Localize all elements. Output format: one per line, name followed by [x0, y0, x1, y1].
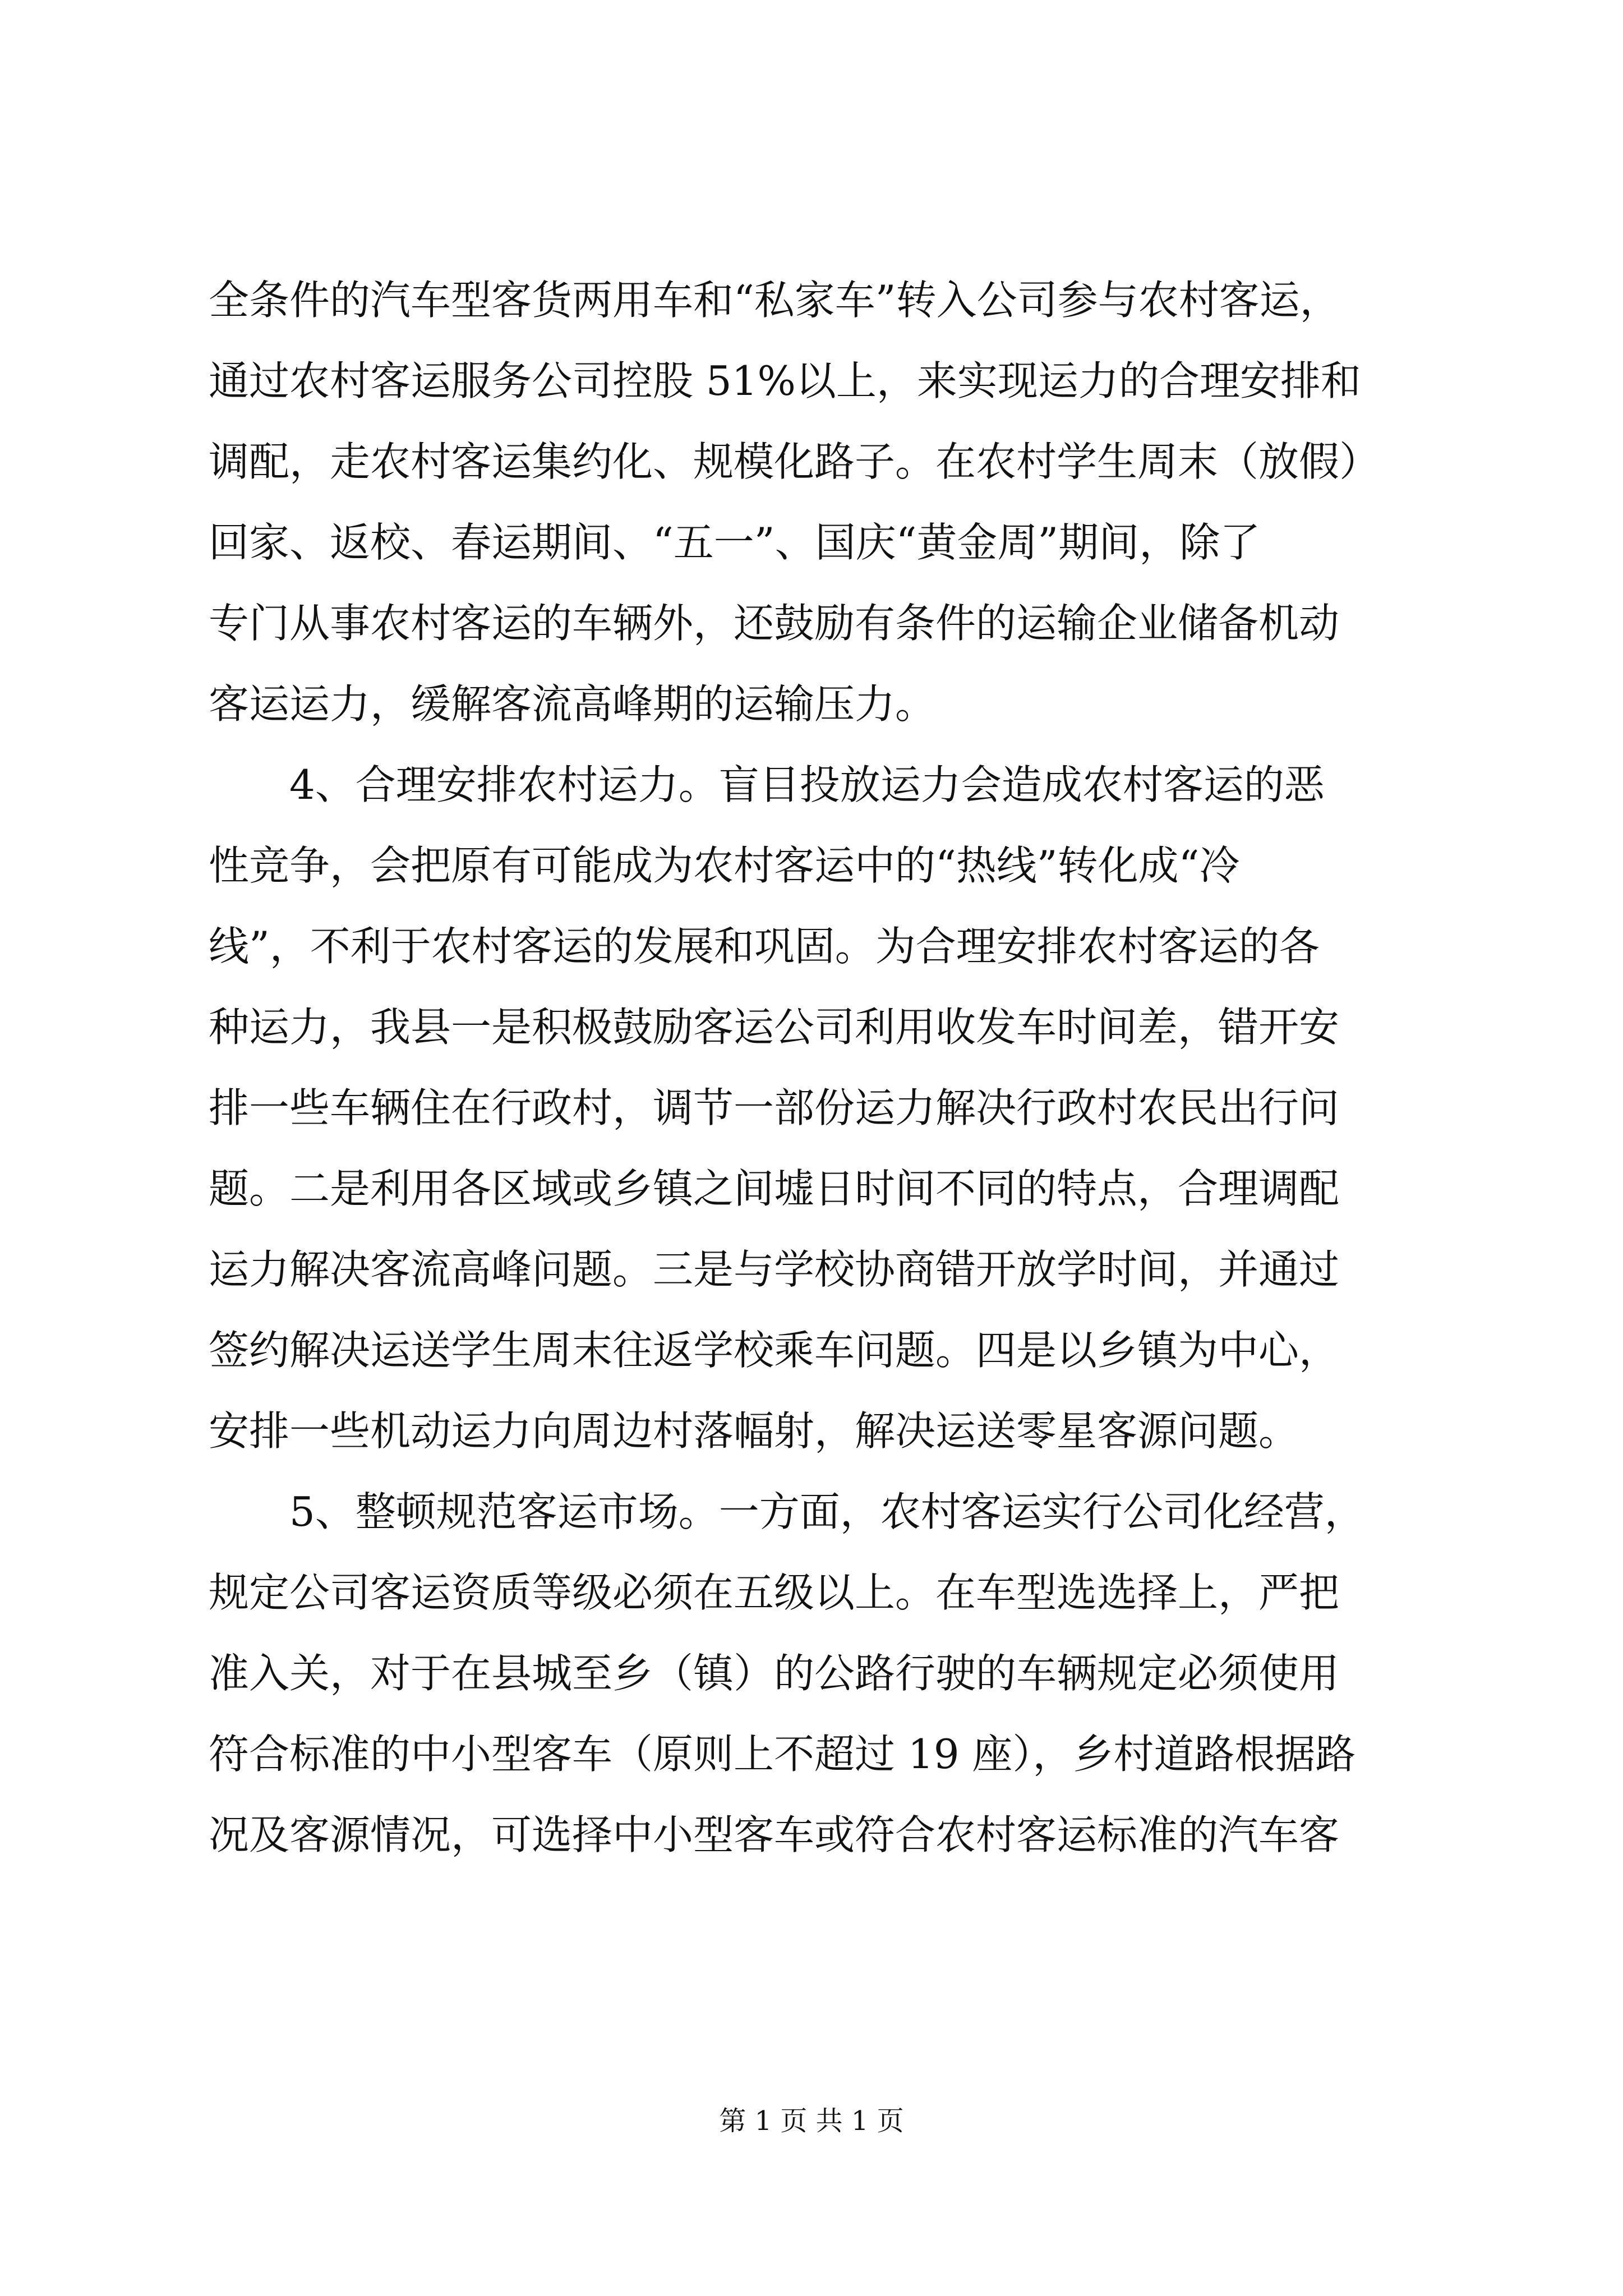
- text-line: 运力解决客流高峰问题。三是与学校协商错开放学时间，并通过: [209, 1246, 1340, 1293]
- text-line: 种运力，我县一是积极鼓励客运公司利用收发车时间差，错开安: [209, 1004, 1340, 1051]
- text-line: 符合标准的中小型客车（原则上不超过 19 座），乡村道路根据路: [209, 1731, 1356, 1778]
- text-line: 回家、返校、春运期间、“五一”、国庆“黄金周”期间，除了: [209, 519, 1261, 566]
- text-line: 题。二是利用各区域或乡镇之间墟日时间不同的特点，合理调配: [209, 1165, 1340, 1212]
- text-line: 调配，走农村客运集约化、规模化路子。在农村学生周末（放假）: [209, 438, 1380, 485]
- text-line: 通过农村客运服务公司控股 51%以上，来实现运力的合理安排和: [209, 357, 1361, 404]
- text-line: 5、整顿规范客运市场。一方面，农村客运实行公司化经营，: [209, 1488, 1365, 1535]
- page-footer: 第 1 页 共 1 页: [719, 2105, 904, 2137]
- text-line: 规定公司客运资质等级必须在五级以上。在车型选选择上，严把: [209, 1569, 1340, 1616]
- text-line: 4、合理安排农村运力。盲目投放运力会造成农村客运的恶: [209, 761, 1325, 808]
- text-line: 签约解决运送学生周末往返学校乘车问题。四是以乡镇为中心，: [209, 1327, 1340, 1374]
- text-line: 况及客源情况，可选择中小型客车或符合农村客运标准的汽车客: [209, 1811, 1340, 1858]
- text-line: 安排一些机动运力向周边村落幅射，解决运送零星客源问题。: [209, 1407, 1299, 1455]
- text-line: 全条件的汽车型客货两用车和“私家车”转入公司参与农村客运，: [209, 277, 1340, 324]
- document-body: [209, 260, 1420, 1875]
- text-line: 线”，不利于农村客运的发展和巩固。为合理安排农村客运的各: [209, 923, 1320, 970]
- text-line: 专门从事农村客运的车辆外，还鼓励有条件的运输企业储备机动: [209, 600, 1340, 647]
- text-line: 性竞争，会把原有可能成为农村客运中的“热线”转化成“冷: [209, 842, 1240, 889]
- text-line: 准入关，对于在县城至乡（镇）的公路行驶的车辆规定必须使用: [209, 1650, 1340, 1697]
- text-line: 排一些车辆住在行政村，调节一部份运力解决行政村农民出行问: [209, 1084, 1340, 1131]
- text-line: 客运运力，缓解客流高峰期的运输压力。: [209, 680, 936, 728]
